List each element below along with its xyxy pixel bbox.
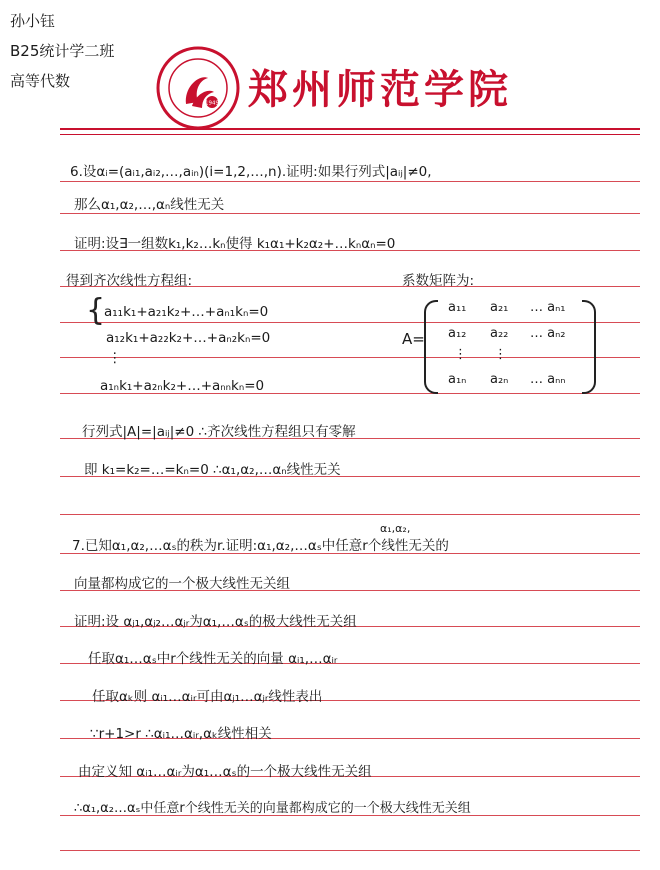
matrix-cell: a₂₂: [490, 326, 509, 341]
university-seal-icon: [156, 46, 240, 130]
coefficient-matrix-label: 系数矩阵为:: [402, 273, 475, 289]
matrix-cell: ⋮: [494, 347, 507, 362]
equation-n: a₁ₙk₁+a₂ₙk₂+…+aₙₙkₙ=0: [100, 378, 265, 394]
matrix-label: A=: [402, 330, 425, 348]
matrix-cell: a₁₁: [448, 300, 467, 315]
student-name: 孙小钰: [10, 12, 56, 30]
ruled-line: [60, 213, 640, 214]
ruled-line: [60, 514, 640, 515]
q6-statement-line2: 那么α₁,α₂,…,αₙ线性无关: [74, 197, 225, 213]
q6-proof-line1: 证明:设∃一组数k₁,k₂…kₙ使得 k₁α₁+k₂α₂+…kₙαₙ=0: [74, 236, 396, 252]
q7-statement-line1: 7.已知α₁,α₂,…αₛ的秩为r.证明:α₁,α₂,…αₛ中任意r个线性无关的: [72, 538, 449, 554]
q6-conclusion: 即 k₁=k₂=…=kₙ=0 ∴α₁,α₂,…αₙ线性无关: [84, 462, 341, 478]
q7-conclusion: ∴α₁,α₂…αₛ中任意r个线性无关的向量都构成它的一个极大线性无关组: [74, 801, 471, 816]
q6-proof-line2: 得到齐次线性方程组:: [66, 273, 193, 289]
q7-proof-line2: 任取α₁…αₛ中r个线性无关的向量 αᵢ₁,…αᵢᵣ: [88, 651, 338, 667]
matrix-cell: … aₙ₁: [530, 300, 566, 315]
school-name: 郑州师范学院: [248, 66, 512, 113]
svg-text:1949: 1949: [205, 100, 219, 107]
header-rule-bottom: [60, 134, 640, 135]
matrix-cell: a₁₂: [448, 326, 467, 341]
student-class: B25统计学二班: [10, 42, 115, 60]
course-name: 高等代数: [10, 72, 71, 90]
matrix-cell: a₂₁: [490, 300, 509, 315]
matrix-cell: a₂ₙ: [490, 372, 509, 387]
left-brace: {: [86, 293, 106, 328]
q7-proof-line1: 证明:设 αⱼ₁,αⱼ₂…αⱼᵣ为α₁,…αₛ的极大线性无关组: [74, 614, 357, 630]
header-rule-top: [60, 128, 640, 130]
matrix-cell: a₁ₙ: [448, 372, 467, 387]
ruled-line: [60, 181, 640, 182]
matrix-cell: … aₙ₂: [530, 326, 566, 341]
matrix-left-paren: [424, 300, 438, 394]
q7-statement-line2: 向量都构成它的一个极大线性无关组: [74, 576, 290, 592]
ruled-line: [60, 322, 640, 323]
matrix-cell: ⋮: [454, 347, 467, 362]
ruled-line: [60, 357, 640, 358]
q7-proof-line5: 由定义知 αᵢ₁…αᵢᵣ为α₁…αₛ的一个极大线性无关组: [78, 764, 372, 780]
q7-proof-line3: 任取αₖ则 αᵢ₁…αᵢᵣ可由αⱼ₁…αⱼᵣ线性表出: [92, 689, 323, 705]
q6-determinant-line: 行列式|A|=|aᵢⱼ|≠0 ∴齐次线性方程组只有零解: [82, 424, 356, 440]
q7-insertion-mark: α₁,α₂,: [380, 522, 411, 535]
student-info: [10, 6, 120, 96]
q6-statement-line1: 6.设αᵢ=(aᵢ₁,aᵢ₂,…,aᵢₙ)(i=1,2,…,n).证明:如果行列式|aᵢⱼ|≠0,: [70, 164, 432, 180]
equation-2: a₁₂k₁+a₂₂k₂+…+aₙ₂kₙ=0: [106, 330, 271, 346]
ruled-line: [60, 850, 640, 851]
matrix-cell: … aₙₙ: [530, 372, 566, 387]
matrix-right-paren: [582, 300, 596, 394]
equation-1: a₁₁k₁+a₂₁k₂+…+aₙ₁kₙ=0: [104, 304, 269, 320]
q7-proof-line4: ∵r+1>r ∴αᵢ₁…αᵢᵣ,αₖ线性相关: [90, 726, 272, 742]
equation-dots: ⋮: [108, 350, 122, 366]
